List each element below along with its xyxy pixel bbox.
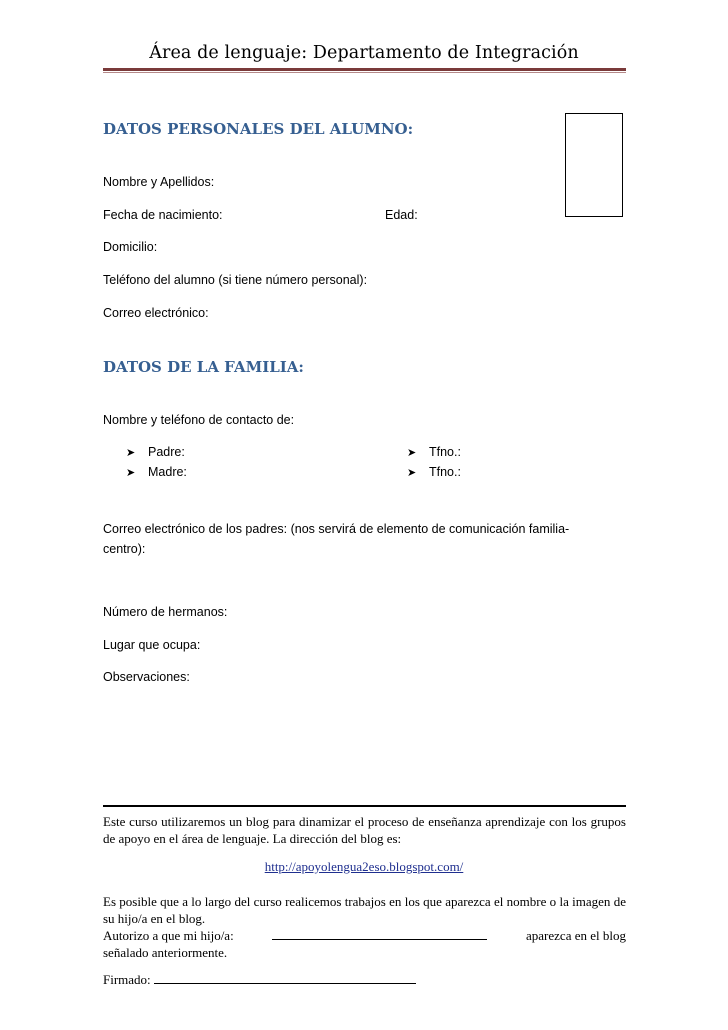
student-section-heading: DATOS PERSONALES DEL ALUMNO:: [103, 120, 414, 138]
notice-divider: [103, 805, 626, 807]
authorize-end-text: aparezca en el blog: [526, 928, 626, 943]
header-divider-thin: [103, 72, 626, 73]
parents-email-label-line1: Correo electrónico de los padres: (nos servirá de elemento de comunicación familia-: [103, 522, 570, 536]
father-bullet: [126, 445, 185, 459]
father-phone-label: Tfno.:: [429, 445, 461, 459]
blog-notice-paragraph: Este curso utilizaremos un blog para dinamizar el proceso de enseñanza aprendizaje con los grupos de apoyo en el área de lenguaje. La dirección del blog es:: [103, 814, 626, 846]
photo-box: [565, 113, 623, 217]
arrow-bullet-icon: ➤: [407, 447, 417, 459]
phone-field-label: Teléfono del alumno (si tiene número personal):: [103, 273, 368, 287]
mother-phone-label: Tfno.:: [429, 465, 461, 479]
birth-date-field-label: Fecha de nacimiento:: [103, 208, 223, 222]
arrow-bullet-icon: ➤: [407, 467, 417, 479]
blog-url-link[interactable]: http://apoyolengua2eso.blogspot.com/: [264, 859, 464, 874]
contact-intro-label: Nombre y teléfono de contacto de:: [103, 413, 295, 427]
father-label: Padre:: [148, 445, 185, 459]
arrow-bullet-icon: ➤: [126, 447, 136, 459]
signed-label: Firmado:: [103, 972, 151, 987]
authorize-line: [103, 927, 626, 944]
child-name-blank[interactable]: [272, 927, 487, 940]
page-header-title: Área de lenguaje: Departamento de Integración: [149, 43, 579, 63]
mother-bullet: [126, 465, 187, 479]
observations-field-label: Observaciones:: [103, 670, 190, 684]
parents-email-label-line2: centro):: [103, 542, 146, 556]
address-field-label: Domicilio:: [103, 240, 158, 254]
family-section-heading: DATOS DE LA FAMILIA:: [103, 358, 304, 376]
mother-label: Madre:: [148, 465, 187, 479]
name-field-label: Nombre y Apellidos:: [103, 175, 215, 189]
siblings-field-label: Número de hermanos:: [103, 605, 228, 619]
signature-line: [103, 971, 416, 988]
age-field-label: Edad:: [385, 208, 418, 222]
authorize-start-text: Autorizo a que mi hijo/a:: [103, 928, 234, 943]
signature-blank[interactable]: [154, 971, 416, 984]
arrow-bullet-icon: ➤: [126, 467, 136, 479]
position-field-label: Lugar que ocupa:: [103, 638, 201, 652]
header-divider: [103, 68, 626, 71]
email-field-label: Correo electrónico:: [103, 306, 209, 320]
authorize-line-2: señalado anteriormente.: [103, 945, 228, 960]
mother-phone-bullet: [407, 465, 461, 479]
consent-paragraph: Es posible que a lo largo del curso realicemos trabajos en los que aparezca el nombre o la imagen de su hijo/a en el blog.: [103, 894, 626, 926]
father-phone-bullet: [407, 445, 461, 459]
